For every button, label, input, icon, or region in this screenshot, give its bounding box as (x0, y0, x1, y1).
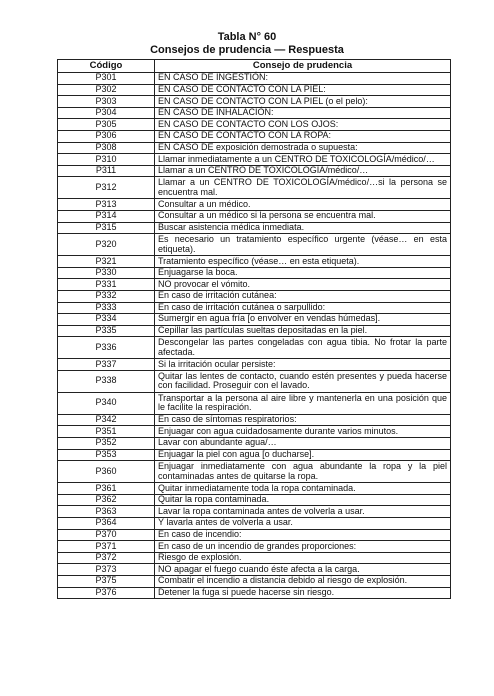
table-row (58, 506, 451, 518)
table-row (58, 267, 451, 279)
code-cell: P362 (58, 494, 155, 506)
code-cell: P360 (58, 461, 155, 483)
table-row (58, 449, 451, 461)
table-row (58, 494, 451, 506)
code-cell: P335 (58, 325, 155, 337)
table-row (58, 461, 451, 483)
code-cell: P334 (58, 314, 155, 326)
table-title: Tabla N° 60 (217, 31, 277, 43)
table-row (58, 576, 451, 588)
advice-cell: EN CASO DE CONTACTO CON LOS OJOS: (155, 119, 451, 131)
table-row (58, 587, 451, 599)
advice-cell: EN CASO DE INGESTIÓN: (155, 73, 451, 85)
table-row (58, 426, 451, 438)
advice-cell: En caso de irritación cutánea: (155, 290, 451, 302)
table-row (58, 314, 451, 326)
code-cell: P320 (58, 234, 155, 256)
table-row (58, 564, 451, 576)
table-row (58, 483, 451, 495)
table-row (58, 392, 451, 414)
code-cell: P333 (58, 302, 155, 314)
code-cell: P371 (58, 541, 155, 553)
code-cell: P364 (58, 518, 155, 530)
code-cell: P321 (58, 256, 155, 268)
code-cell: P337 (58, 359, 155, 371)
advice-cell: EN CASO DE CONTACTO CON LA PIEL (o el pelo): (155, 96, 451, 108)
table-row (58, 279, 451, 291)
advice-cell: Si la irritación ocular persiste: (155, 359, 451, 371)
table-row (58, 438, 451, 450)
table-header-row (58, 60, 451, 73)
table-row (58, 325, 451, 337)
advice-cell: NO apagar el fuego cuando éste afecta a la carga. (155, 564, 451, 576)
advice-cell: Detener la fuga si puede hacerse sin riesgo. (155, 587, 451, 599)
code-cell: P375 (58, 576, 155, 588)
code-cell: P338 (58, 370, 155, 392)
code-cell: P312 (58, 177, 155, 199)
advice-cell: En caso de síntomas respiratorios: (155, 414, 451, 426)
table-row (58, 234, 451, 256)
advice-cell: Tratamiento específico (véase… en esta etiqueta). (155, 256, 451, 268)
table-row (58, 84, 451, 96)
code-cell: P352 (58, 438, 155, 450)
advice-cell: EN CASO DE INHALACIÓN: (155, 107, 451, 119)
code-cell: P370 (58, 529, 155, 541)
advice-cell: Llamar a un CENTRO DE TOXICOLOGÍA/médico/…si la persona se encuentra mal. (155, 177, 451, 199)
advice-cell: Sumergir en agua fría [o envolver en vendas húmedas]. (155, 314, 451, 326)
advice-cell: Es necesario un tratamiento específico urgente (véase… en esta etiqueta). (155, 234, 451, 256)
table-row (58, 256, 451, 268)
header-code: Código (58, 60, 155, 73)
table-row (58, 290, 451, 302)
table-row (58, 119, 451, 131)
code-cell: P353 (58, 449, 155, 461)
table-row (58, 552, 451, 564)
table-row (58, 73, 451, 85)
advice-cell: En caso de un incendio de grandes proporciones: (155, 541, 451, 553)
advice-cell: Consultar a un médico. (155, 199, 451, 211)
table-row (58, 130, 451, 142)
code-cell: P304 (58, 107, 155, 119)
table-row (58, 541, 451, 553)
code-cell: P376 (58, 587, 155, 599)
code-cell: P315 (58, 222, 155, 234)
advice-cell: Consultar a un médico si la persona se encuentra mal. (155, 210, 451, 222)
advice-cell: Combatir el incendio a distancia debido al riesgo de explosión. (155, 576, 451, 588)
code-cell: P332 (58, 290, 155, 302)
code-cell: P363 (58, 506, 155, 518)
advice-cell: Llamar a un CENTRO DE TOXICOLOGÍA/médico/… (155, 165, 451, 177)
table-row (58, 142, 451, 154)
code-cell: P373 (58, 564, 155, 576)
table-row (58, 96, 451, 108)
advice-cell: Transportar a la persona al aire libre y mantenerla en una posición que le facilite la respiración. (155, 392, 451, 414)
precaution-table (57, 59, 451, 599)
table-row (58, 337, 451, 359)
advice-cell: Descongelar las partes congeladas con agua tibia. No frotar la parte afectada. (155, 337, 451, 359)
code-cell: P302 (58, 84, 155, 96)
code-cell: P306 (58, 130, 155, 142)
code-cell: P330 (58, 267, 155, 279)
advice-cell: Lavar con abundante agua/… (155, 438, 451, 450)
code-cell: P331 (58, 279, 155, 291)
code-cell: P336 (58, 337, 155, 359)
code-cell: P342 (58, 414, 155, 426)
advice-cell: EN CASO DE exposición demostrada o supuesta: (155, 142, 451, 154)
advice-cell: NO provocar el vómito. (155, 279, 451, 291)
advice-cell: Cepillar las partículas sueltas depositadas en la piel. (155, 325, 451, 337)
code-cell: P351 (58, 426, 155, 438)
advice-cell: Riesgo de explosión. (155, 552, 451, 564)
table-row (58, 529, 451, 541)
advice-cell: Quitar inmediatamente toda la ropa contaminada. (155, 483, 451, 495)
code-cell: P311 (58, 165, 155, 177)
table-body (58, 73, 451, 599)
code-cell: P310 (58, 154, 155, 166)
table-row (58, 210, 451, 222)
table-row (58, 222, 451, 234)
advice-cell: Enjuagar con agua cuidadosamente durante varios minutos. (155, 426, 451, 438)
advice-cell: Llamar inmediatamente a un CENTRO DE TOXICOLOGÍA/médico/… (155, 154, 451, 166)
table-row (58, 165, 451, 177)
advice-cell: En caso de irritación cutánea o sarpullido: (155, 302, 451, 314)
advice-cell: Y lavarla antes de volverla a usar. (155, 518, 451, 530)
table-row (58, 302, 451, 314)
advice-cell: EN CASO DE CONTACTO CON LA PIEL: (155, 84, 451, 96)
advice-cell: Lavar la ropa contaminada antes de volverla a usar. (155, 506, 451, 518)
code-cell: P340 (58, 392, 155, 414)
table-row (58, 359, 451, 371)
header-advice: Consejo de prudencia (155, 60, 451, 73)
advice-cell: Buscar asistencia médica inmediata. (155, 222, 451, 234)
table-row (58, 177, 451, 199)
code-cell: P313 (58, 199, 155, 211)
advice-cell: EN CASO DE CONTACTO CON LA ROPA: (155, 130, 451, 142)
table-row (58, 518, 451, 530)
table-row (58, 107, 451, 119)
code-cell: P361 (58, 483, 155, 495)
advice-cell: Quitar la ropa contaminada. (155, 494, 451, 506)
advice-cell: Quitar las lentes de contacto, cuando estén presentes y pueda hacerse con facilidad. Proseguir con el lavado. (155, 370, 451, 392)
advice-cell: Enjuagarse la boca. (155, 267, 451, 279)
table-row (58, 370, 451, 392)
code-cell: P305 (58, 119, 155, 131)
table-subtitle: Consejos de prudencia — Respuesta (150, 44, 344, 56)
code-cell: P372 (58, 552, 155, 564)
code-cell: P301 (58, 73, 155, 85)
code-cell: P314 (58, 210, 155, 222)
advice-cell: Enjuagar inmediatamente con agua abundante la ropa y la piel contaminadas antes de quitarse la ropa. (155, 461, 451, 483)
advice-cell: Enjuagar la piel con agua [o ducharse]. (155, 449, 451, 461)
table-row (58, 154, 451, 166)
code-cell: P303 (58, 96, 155, 108)
code-cell: P308 (58, 142, 155, 154)
table-row (58, 414, 451, 426)
table-row (58, 199, 451, 211)
advice-cell: En caso de incendio: (155, 529, 451, 541)
